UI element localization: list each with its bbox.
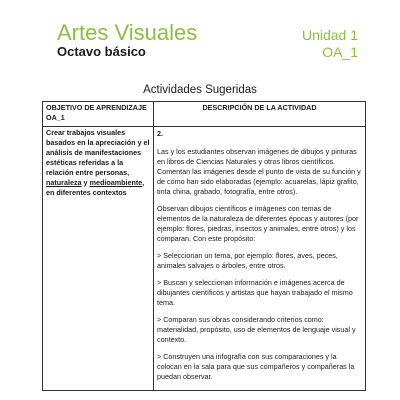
activity-paragraph-1: Las y los estudiantes observan imágenes de dibujos y pinturas en libros de Ciencias Naturales y otros libros científicos. Comentan las imágenes desde el punto de vista de su función y de cómo han sido elaboradas (ejemplo: acuarelas, lápiz grafito, tinta china, grabado, fotografía, entre otros). — [157, 147, 361, 196]
objective-column-header: OBJETIVO DE APRENDIZAJE OA_1 — [43, 102, 154, 127]
activity-number: 2. — [157, 129, 163, 138]
objective-link-medioambiente: medioambiente — [89, 178, 143, 187]
activity-step-3: > Comparan sus obras considerando criterios como: materialidad, propósito, uso de elementos de lenguaje visual y contexto. — [157, 315, 356, 344]
activity-step-4: > Construyen una infografía con sus comparaciones y la colocan en la sala para que sus compañeros y compañeras la puedan observar. — [157, 352, 355, 381]
objective-text-3: , en diferentes contextos — [46, 178, 145, 197]
table-row — [43, 127, 366, 391]
section-title: Actividades Sugeridas — [143, 84, 257, 96]
description-column-header: DESCRIPCIÓN DE LA ACTIVIDAD — [154, 102, 366, 127]
unit-label: Unidad 1 — [301, 27, 358, 43]
table-header-row — [43, 102, 366, 127]
activity-step-1: > Seleccionan un tema, por ejemplo: flores, aves, peces, animales salvajes o árboles, entre otros. — [157, 251, 338, 270]
grade-subtitle: Octavo básico — [57, 44, 146, 59]
oa-label: OA_1 — [322, 44, 358, 60]
activity-paragraph-2: Observan dibujos científicos e imágenes con temas de elementos de la naturaleza de diferentes épocas y autores (por ejemplo: flores, piedras, insectos y animales, entre otros) y los comparan. Con este propósito: — [157, 204, 359, 243]
description-cell — [154, 127, 366, 391]
objective-text-2: y — [81, 178, 90, 187]
activities-table — [42, 101, 366, 391]
activity-step-2: > Buscan y seleccionan información e imágenes acerca de dibujantes científicos y artistas que hayan trabajado el mismo tema. — [157, 278, 353, 307]
objective-text-1: Crear trabajos visuales basados en la apreciación y el análisis de manifestaciones estéticas referidas a la relación entre personas, — [46, 128, 150, 177]
objective-cell — [43, 127, 154, 391]
objective-link-naturaleza: naturaleza — [46, 178, 82, 187]
subject-title: Artes Visuales — [57, 20, 198, 45]
